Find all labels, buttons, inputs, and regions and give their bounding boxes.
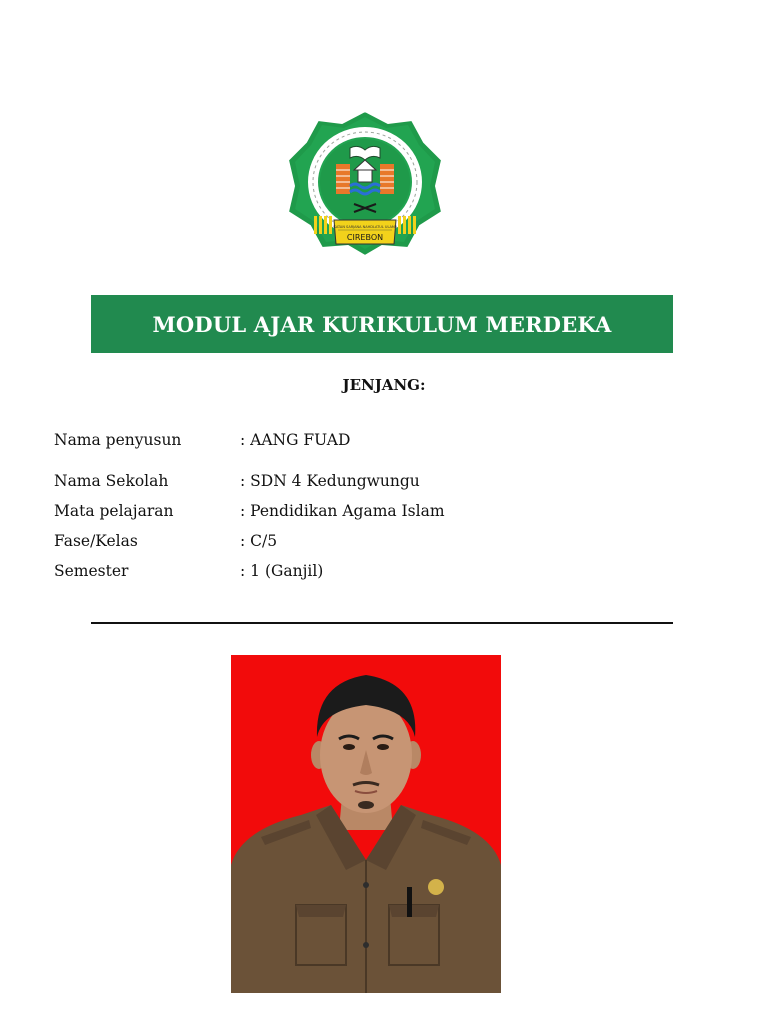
info-label: Semester: [54, 562, 129, 580]
info-value: : SDN 4 Kedungwungu: [240, 472, 420, 490]
info-label: Nama Sekolah: [54, 472, 169, 490]
logo-text-line2: CIREBON: [346, 233, 384, 242]
info-label: Fase/Kelas: [54, 532, 138, 550]
author-photo: [231, 655, 501, 993]
title-banner: [91, 295, 673, 353]
info-value: : 1 (Ganjil): [240, 562, 324, 580]
document-title: MODUL AJAR KURIKULUM MERDEKA: [152, 311, 612, 337]
info-value: : AANG FUAD: [240, 431, 351, 449]
info-row-fase-kelas: [54, 530, 694, 552]
info-row-nama-sekolah: [54, 470, 694, 492]
portrait-image: [231, 655, 501, 993]
institution-logo: [284, 108, 446, 258]
info-row-mata-pelajaran: [54, 500, 694, 522]
logo-text-line1: IKATAN SARJANA NAHDLATUL ULAMA: [332, 225, 398, 229]
info-value: : C/5: [240, 532, 278, 550]
info-row-semester: [54, 560, 694, 582]
info-row-nama-penyusun: [54, 429, 694, 451]
section-divider: [91, 622, 673, 624]
info-label: Mata pelajaran: [54, 502, 174, 520]
info-label: Nama penyusun: [54, 431, 182, 449]
logo-emblem-icon: [284, 108, 446, 258]
info-value: : Pendidikan Agama Islam: [240, 502, 445, 520]
jenjang-label: JENJANG:: [342, 376, 426, 394]
